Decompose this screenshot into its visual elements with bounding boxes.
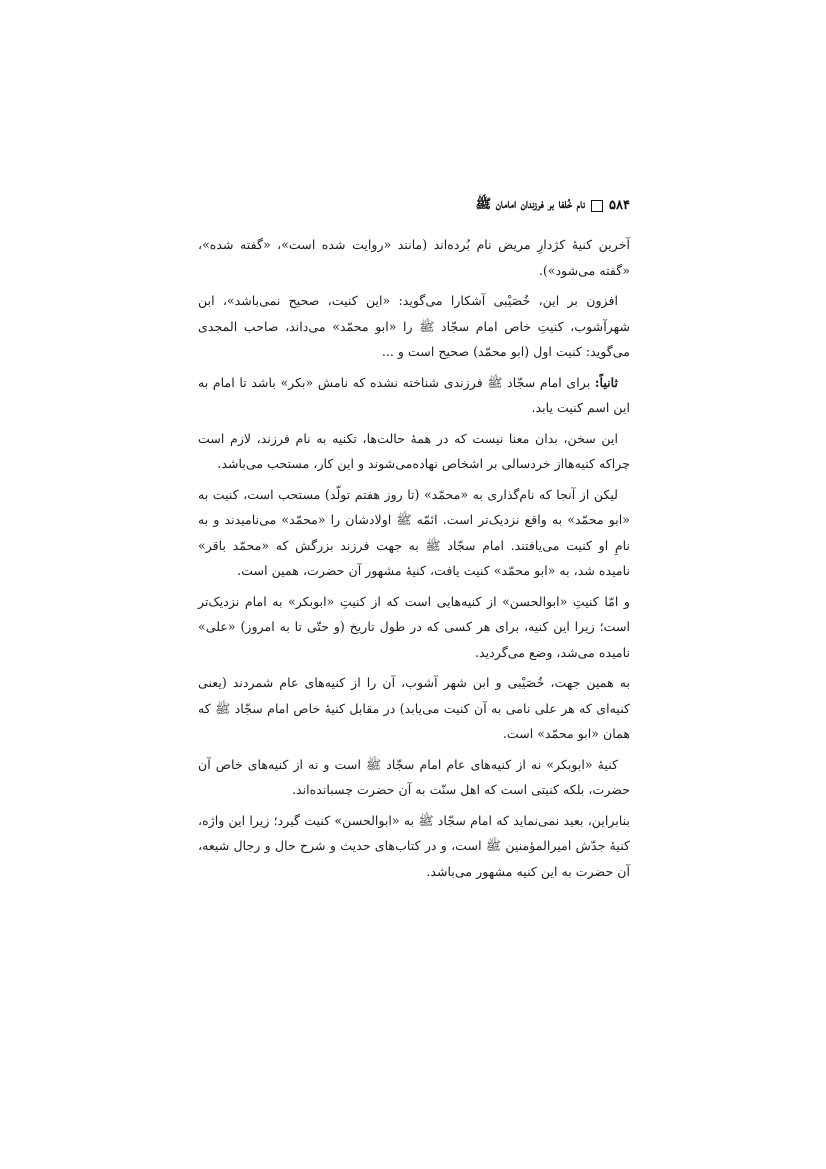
paragraph-text: برای امام سجّاد ﷺ فرزندی شناخته نشده که نامش «بکر» باشد تا امام به این اسم کنیت یابد.	[198, 374, 630, 415]
paragraph: بنابراین، بعید نمی‌نماید که امام سجّاد ﷺ به «ابوالحسن» کنیت گیرد؛ زیرا این واژه، کنیهٔ جدّش امیرالمؤمنین ﷺ است، و در کتاب‌های حدیث و شرح حال و رجال شیعه، آن حضرت به این کنیه مشهور می‌باشد.	[198, 812, 630, 879]
second-point-label: ثانیاً:	[594, 374, 618, 390]
running-title: نام خُلفا بر فرزندان امامان ﷺ	[475, 197, 586, 212]
paragraph: و امّا کنیتِ «ابوالحسن» از کنیه‌هایی است که از کنیتِ «ابوبکر» به امام نزدیک‌تر است؛ زیرا این کنیه، برای هر کسی که در طول تاریخ (و حتّی تا به امروز) «علی» نامیده می‌شد، وضع می‌گردید.	[198, 593, 630, 660]
paragraph: لیکن از آنجا که نام‌گذاری به «محمّد» (تا روز هفتم تولّد) مستحب است، کنیت به «ابو محمّد» به واقع نزدیک‌تر است. ائمّه ﷺ اولادشان را «محمّد» می‌نامیدند و به نامِ او کنیت می‌یافتند. امام سجّاد ﷺ به جهت فرزند بزرگش که «محمّد باقر» نامیده شد، به «ابو محمّد» کنیت یافت، کنیهٔ مشهور آن حضرت، همین است.	[198, 486, 630, 578]
paragraph: افزون بر این، خُصَیْبی آشکارا می‌گوید: «این کنیت، صحیح نمی‌باشد»، ابن شهرآشوب، کنیتِ خاص امام سجّاد ﷺ را «ابو محمّد» می‌داند، صاحب المجدی می‌گوید: کنیت اول (ابو محمّد) صحیح است و ...	[198, 293, 630, 359]
paragraph	[198, 370, 630, 421]
paragraph: آخرین کنیهٔ کژدارِ مریض نام بُرده‌اند (مانند «روایت شده است»، «گفته شده»، «گفته می‌شود»).	[198, 237, 630, 278]
running-header	[198, 196, 630, 215]
page-body	[198, 232, 630, 889]
page-number: ۵۸۴	[609, 198, 630, 213]
paragraph: این سخن، بدان معنا نیست که در همهٔ حالت‌ها، تکنیه به نام فرزند، لازم است چراکه کنیه‌هااز خردسالی بر اشخاص نهاده‌می‌شوند و این کار، مستحب می‌باشد.	[198, 430, 630, 471]
square-ornament-icon	[591, 200, 603, 212]
paragraph: به همین جهت، خُصَیْبی و ابن شهر آشوب، آن را از کنیه‌های عام شمردند (یعنی کنیه‌ای که هر علی نامی به آن کنیت می‌یابد) در مقابل کنیهٔ خاص امام سجّاد ﷺ که همان «ابو محمّد» است.	[198, 675, 630, 741]
paragraph: کنیهٔ «ابوبکر» نه از کنیه‌های عام امام سجّاد ﷺ است و نه از کنیه‌های خاص آن حضرت، بلکه کنیتی است که اهل سنّت به آن حضرت چسبانده‌اند.	[198, 756, 630, 797]
